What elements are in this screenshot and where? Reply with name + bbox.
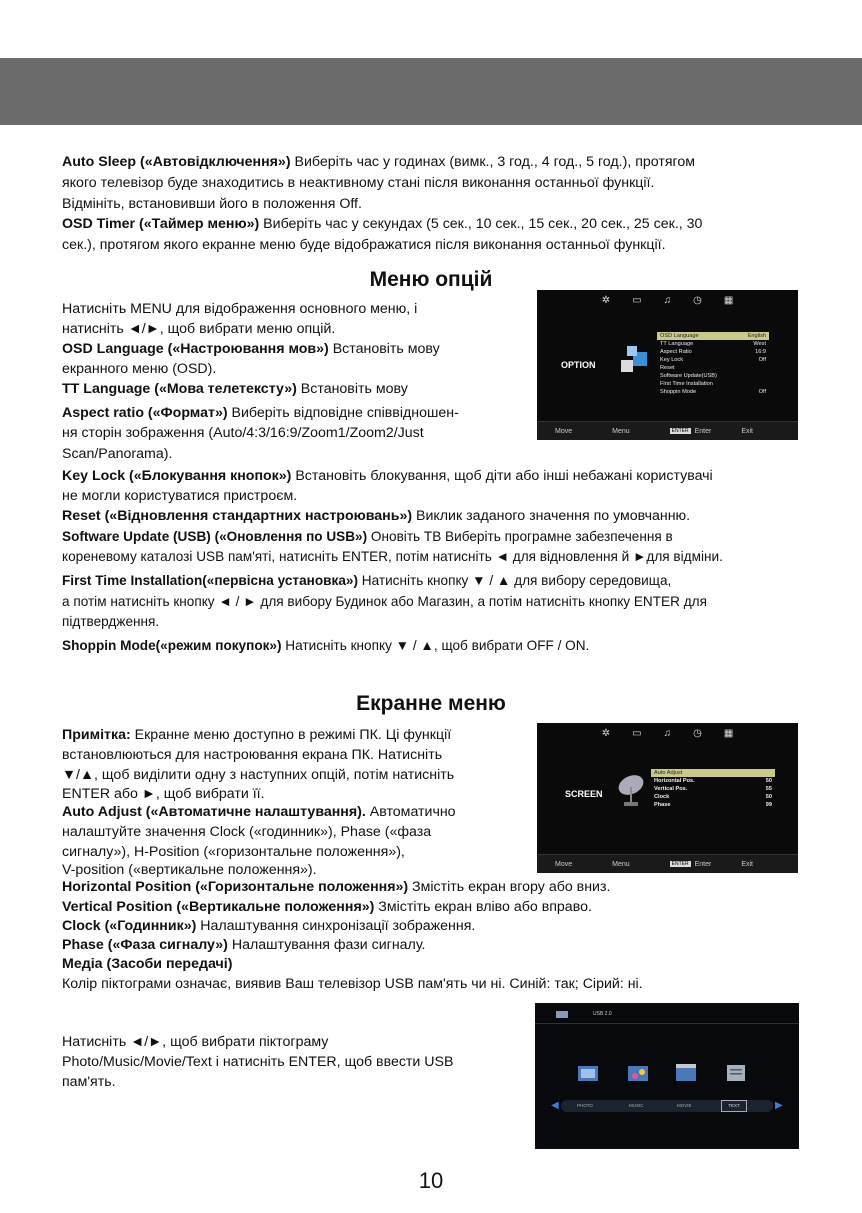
- media-title-line: [62, 954, 232, 975]
- option-exit-label: Exit: [741, 427, 753, 435]
- screen-tab-picture-icon: ✲: [601, 727, 611, 739]
- firsttime-title: First Time Installation(«первісна установка»): [62, 573, 358, 588]
- media-title: Медіа (Засоби передачі): [62, 956, 233, 972]
- usb-drive-icon: [555, 1009, 569, 1019]
- option-move-label: Move: [555, 427, 573, 435]
- option-menu-list: [657, 332, 769, 396]
- firsttime-line3: підтвердження.: [62, 614, 160, 629]
- auto-line1: [62, 802, 456, 823]
- screen-tv-tabs: [537, 723, 798, 743]
- option-tab-screen-icon: ▭: [632, 294, 642, 306]
- screen-tab-sound-icon: ♫: [663, 727, 672, 739]
- firsttime-line2: а потім натисніть кнопку ◄ / ► для вибору Будинок або Магазин, а потім натисніть кнопку ENTER для: [62, 594, 707, 609]
- screen-item-auto-adjust: Auto Adjust: [651, 769, 775, 777]
- shop-line1: [62, 635, 589, 656]
- usb-music-label: MUSIC: [629, 1103, 644, 1108]
- keylock-title: Key Lock («Блокування кнопок»): [62, 468, 292, 484]
- usb-left-arrow-icon[interactable]: ◀: [551, 1100, 559, 1111]
- osdlang-title: OSD Language («Настроювання мов»): [62, 341, 329, 357]
- option-item-tt-language: TT Language West: [660, 341, 766, 347]
- option-blocks-icon: [617, 342, 653, 378]
- option-item-software-update: Software Update(USB): [660, 373, 717, 379]
- shop-text: Натисніть кнопку ▼ / ▲, щоб вибрати OFF / ON.: [281, 638, 590, 653]
- screen-item-phase: Phase 99: [654, 802, 772, 808]
- hpos-title: Horizontal Position («Горизонтальне положення»): [62, 879, 409, 895]
- vpos-title: Vertical Position («Вертикальне положення»): [62, 899, 375, 915]
- option-tab-sound-icon: ♫: [663, 294, 672, 306]
- auto-text: Автоматично: [365, 804, 456, 820]
- screen-enter-label: Enter: [694, 860, 712, 868]
- usb-text-label: TEXT: [721, 1100, 747, 1112]
- options-intro1: Натисніть MENU для відображення основного меню, і: [62, 301, 418, 317]
- option-menu-label: Menu: [612, 427, 630, 435]
- screen-item-horizontal-pos: Horizontal Pos. 50: [654, 778, 772, 784]
- screen-menu-title: SCREEN: [565, 789, 603, 799]
- usb-top-divider: [535, 1023, 799, 1024]
- osdtimer-line1: [62, 214, 702, 235]
- auto-line2: налаштуйте значення Clock («годинник»), Phase («фаза: [62, 824, 432, 840]
- autosleep-line3: Відмініть, встановивши його в положення Off.: [62, 196, 362, 212]
- usb-line2: Photo/Music/Movie/Text і натисніть ENTER, щоб ввести USB: [62, 1054, 454, 1070]
- osdtimer-title: OSD Timer («Таймер меню»): [62, 216, 260, 232]
- auto-title: Auto Adjust («Автоматичне налаштування).: [62, 804, 366, 820]
- swupdate-line1: [62, 526, 673, 547]
- swupdate-text: Оновіть ТВ Виберіть програмне забезпечення в: [367, 529, 673, 544]
- hpos-line: [62, 877, 610, 898]
- clock-text: Налаштування синхронізації зображення.: [196, 918, 476, 934]
- usb-tv-screen: [535, 1003, 799, 1149]
- aspect-title: Aspect ratio («Формат»): [62, 405, 228, 421]
- ttlang-line1: [62, 379, 408, 400]
- hpos-text: Змістіть екран вгору або вниз.: [408, 879, 611, 895]
- option-tv-tabs: [537, 290, 798, 310]
- reset-text: Виклик заданого значення по умовчанню.: [412, 508, 691, 524]
- autosleep-line1: [62, 152, 695, 173]
- note-text: Екранне меню доступно в режимі ПК. Ці функції: [130, 727, 452, 743]
- option-item-reset: Reset: [660, 365, 675, 371]
- note-line4: ENTER або ►, щоб вибрати її.: [62, 786, 265, 802]
- option-enter-key: ENTER: [671, 428, 689, 434]
- option-item-key-lock: Key Lock Off: [660, 357, 766, 363]
- screen-tab-time-icon: ◷: [693, 727, 702, 739]
- page-number: 10: [418, 1168, 444, 1193]
- usb-label: USB 2.0: [593, 1011, 612, 1017]
- note-title: Примітка:: [62, 727, 131, 743]
- screen-tv-bottombar: [537, 854, 798, 873]
- screen-enter-key: ENTER: [671, 861, 689, 867]
- screen-item-vertical-pos: Vertical Pos. 55: [654, 786, 772, 792]
- option-item-shoppin-mode: Shoppin Mode Off: [660, 389, 766, 395]
- aspect-text: Виберіть відповідне співвідношен-: [227, 405, 459, 421]
- screen-menu-list: [651, 769, 775, 809]
- aspect-line2: ня сторін зображення (Auto/4:3/16:9/Zoom1/Zoom2/Just: [62, 425, 424, 441]
- phase-text: Налаштування фази сигналу.: [227, 937, 426, 953]
- screen-tv-screen: [537, 723, 798, 873]
- screen-item-clock: Clock 50: [654, 794, 772, 800]
- osdlang-text: Встановіть мову: [328, 341, 440, 357]
- option-item-osd-language: OSD Language English: [657, 332, 769, 340]
- shop-title: Shoppin Mode(«режим покупок»): [62, 638, 282, 653]
- screen-tab-screen-icon: ▭: [632, 727, 642, 739]
- option-menu-title: OPTION: [561, 360, 596, 370]
- firsttime-text: Натисніть кнопку ▼ / ▲ для вибору середовища,: [357, 573, 672, 588]
- media-line: Колір піктограми означає, виявив Ваш телевізор USB пам'ять чи ні. Синій: так; Сірий: ні.: [62, 976, 643, 992]
- option-tab-picture-icon: ✲: [601, 294, 611, 306]
- usb-movie-label: MOVIE: [677, 1103, 692, 1108]
- screen-tab-option-icon: ▦: [723, 727, 734, 739]
- option-enter-label: Enter: [694, 427, 712, 435]
- satellite-dish-icon: [613, 769, 649, 809]
- autosleep-text: Виберіть час у годинах (вимк., 3 год., 4 год., 5 год.), протягом: [290, 154, 696, 170]
- photo-icon[interactable]: [575, 1061, 601, 1085]
- header-bar: [0, 58, 862, 125]
- note-line3: ▼/▲, щоб виділити одну з наступних опцій, потім натисніть: [62, 767, 455, 783]
- auto-line3: сигналу»), H-Position («горизонтальне положення»),: [62, 844, 405, 860]
- firsttime-line1: [62, 570, 671, 591]
- autosleep-title: Auto Sleep («Автовідключення»): [62, 154, 291, 170]
- ttlang-title: TT Language («Мова телетексту»): [62, 381, 297, 397]
- osdtimer-line2: сек.), протягом якого екранне меню буде відображатися після виконання останньої функції.: [62, 237, 666, 253]
- aspect-line3: Scan/Panorama).: [62, 446, 173, 462]
- usb-line3: пам'ять.: [62, 1074, 116, 1090]
- note-line2: встановлюються для настроювання екрана ПК. Натисніть: [62, 747, 443, 763]
- usb-line1: Натисніть ◄/►, щоб вибрати піктограму: [62, 1034, 329, 1050]
- usb-right-arrow-icon[interactable]: ▶: [775, 1100, 783, 1111]
- option-item-first-time: First Time Installation: [660, 381, 713, 387]
- vpos-text: Змістіть екран вліво або вправо.: [374, 899, 592, 915]
- note-line1: [62, 725, 451, 746]
- osdtimer-text: Виберіть час у секундах (5 сек., 10 сек., 15 сек., 20 сек., 25 сек., 30: [259, 216, 703, 232]
- osdlang-line2: екранного меню (OSD).: [62, 361, 217, 377]
- keylock-text: Встановіть блокування, щоб діти або інші небажані користувачі: [291, 468, 713, 484]
- options-intro2: натисніть ◄/►, щоб вибрати меню опцій.: [62, 321, 336, 337]
- phase-line: [62, 935, 425, 956]
- options-heading: Меню опцій: [369, 268, 493, 291]
- option-tab-time-icon: ◷: [693, 294, 702, 306]
- screen-exit-label: Exit: [741, 860, 753, 868]
- phase-title: Phase («Фаза сигналу»): [62, 937, 228, 953]
- clock-title: Clock («Годинник»): [62, 918, 197, 934]
- ttlang-text: Встановіть мову: [296, 381, 408, 397]
- vpos-line: [62, 897, 592, 918]
- auto-line4: V-position («вертикальне положення»).: [62, 862, 317, 878]
- reset-title: Reset («Відновлення стандартних настроювань»): [62, 508, 413, 524]
- screen-move-label: Move: [555, 860, 573, 868]
- movie-icon[interactable]: [673, 1061, 699, 1085]
- option-tv-screen: [537, 290, 798, 440]
- keylock-line1: [62, 466, 713, 487]
- option-item-aspect-ratio: Aspect Ratio 16:9: [660, 349, 766, 355]
- swupdate-title: Software Update (USB) («Оновлення по USB»): [62, 529, 368, 544]
- option-tab-option-icon: ▦: [723, 294, 734, 306]
- screen-menu-label: Menu: [612, 860, 630, 868]
- text-icon[interactable]: [723, 1061, 749, 1085]
- swupdate-line2: кореневому каталозі USB пам'яті, натисніть ENTER, потім натисніть ◄ для відновлення й ►для відміни.: [62, 549, 723, 564]
- clock-line: [62, 916, 475, 937]
- usb-photo-label: PHOTO: [577, 1103, 593, 1108]
- osdlang-line1: [62, 339, 440, 360]
- reset-line1: [62, 506, 690, 527]
- screen-heading: Екранне меню: [356, 692, 506, 715]
- autosleep-line2: якого телевізор буде знаходитись в неактивному стані після виконання останньої функції.: [62, 175, 655, 191]
- option-tv-bottombar: [537, 421, 798, 440]
- keylock-line2: не могли користуватися пристроєм.: [62, 488, 298, 504]
- aspect-line1: [62, 403, 459, 424]
- music-icon[interactable]: [625, 1061, 651, 1085]
